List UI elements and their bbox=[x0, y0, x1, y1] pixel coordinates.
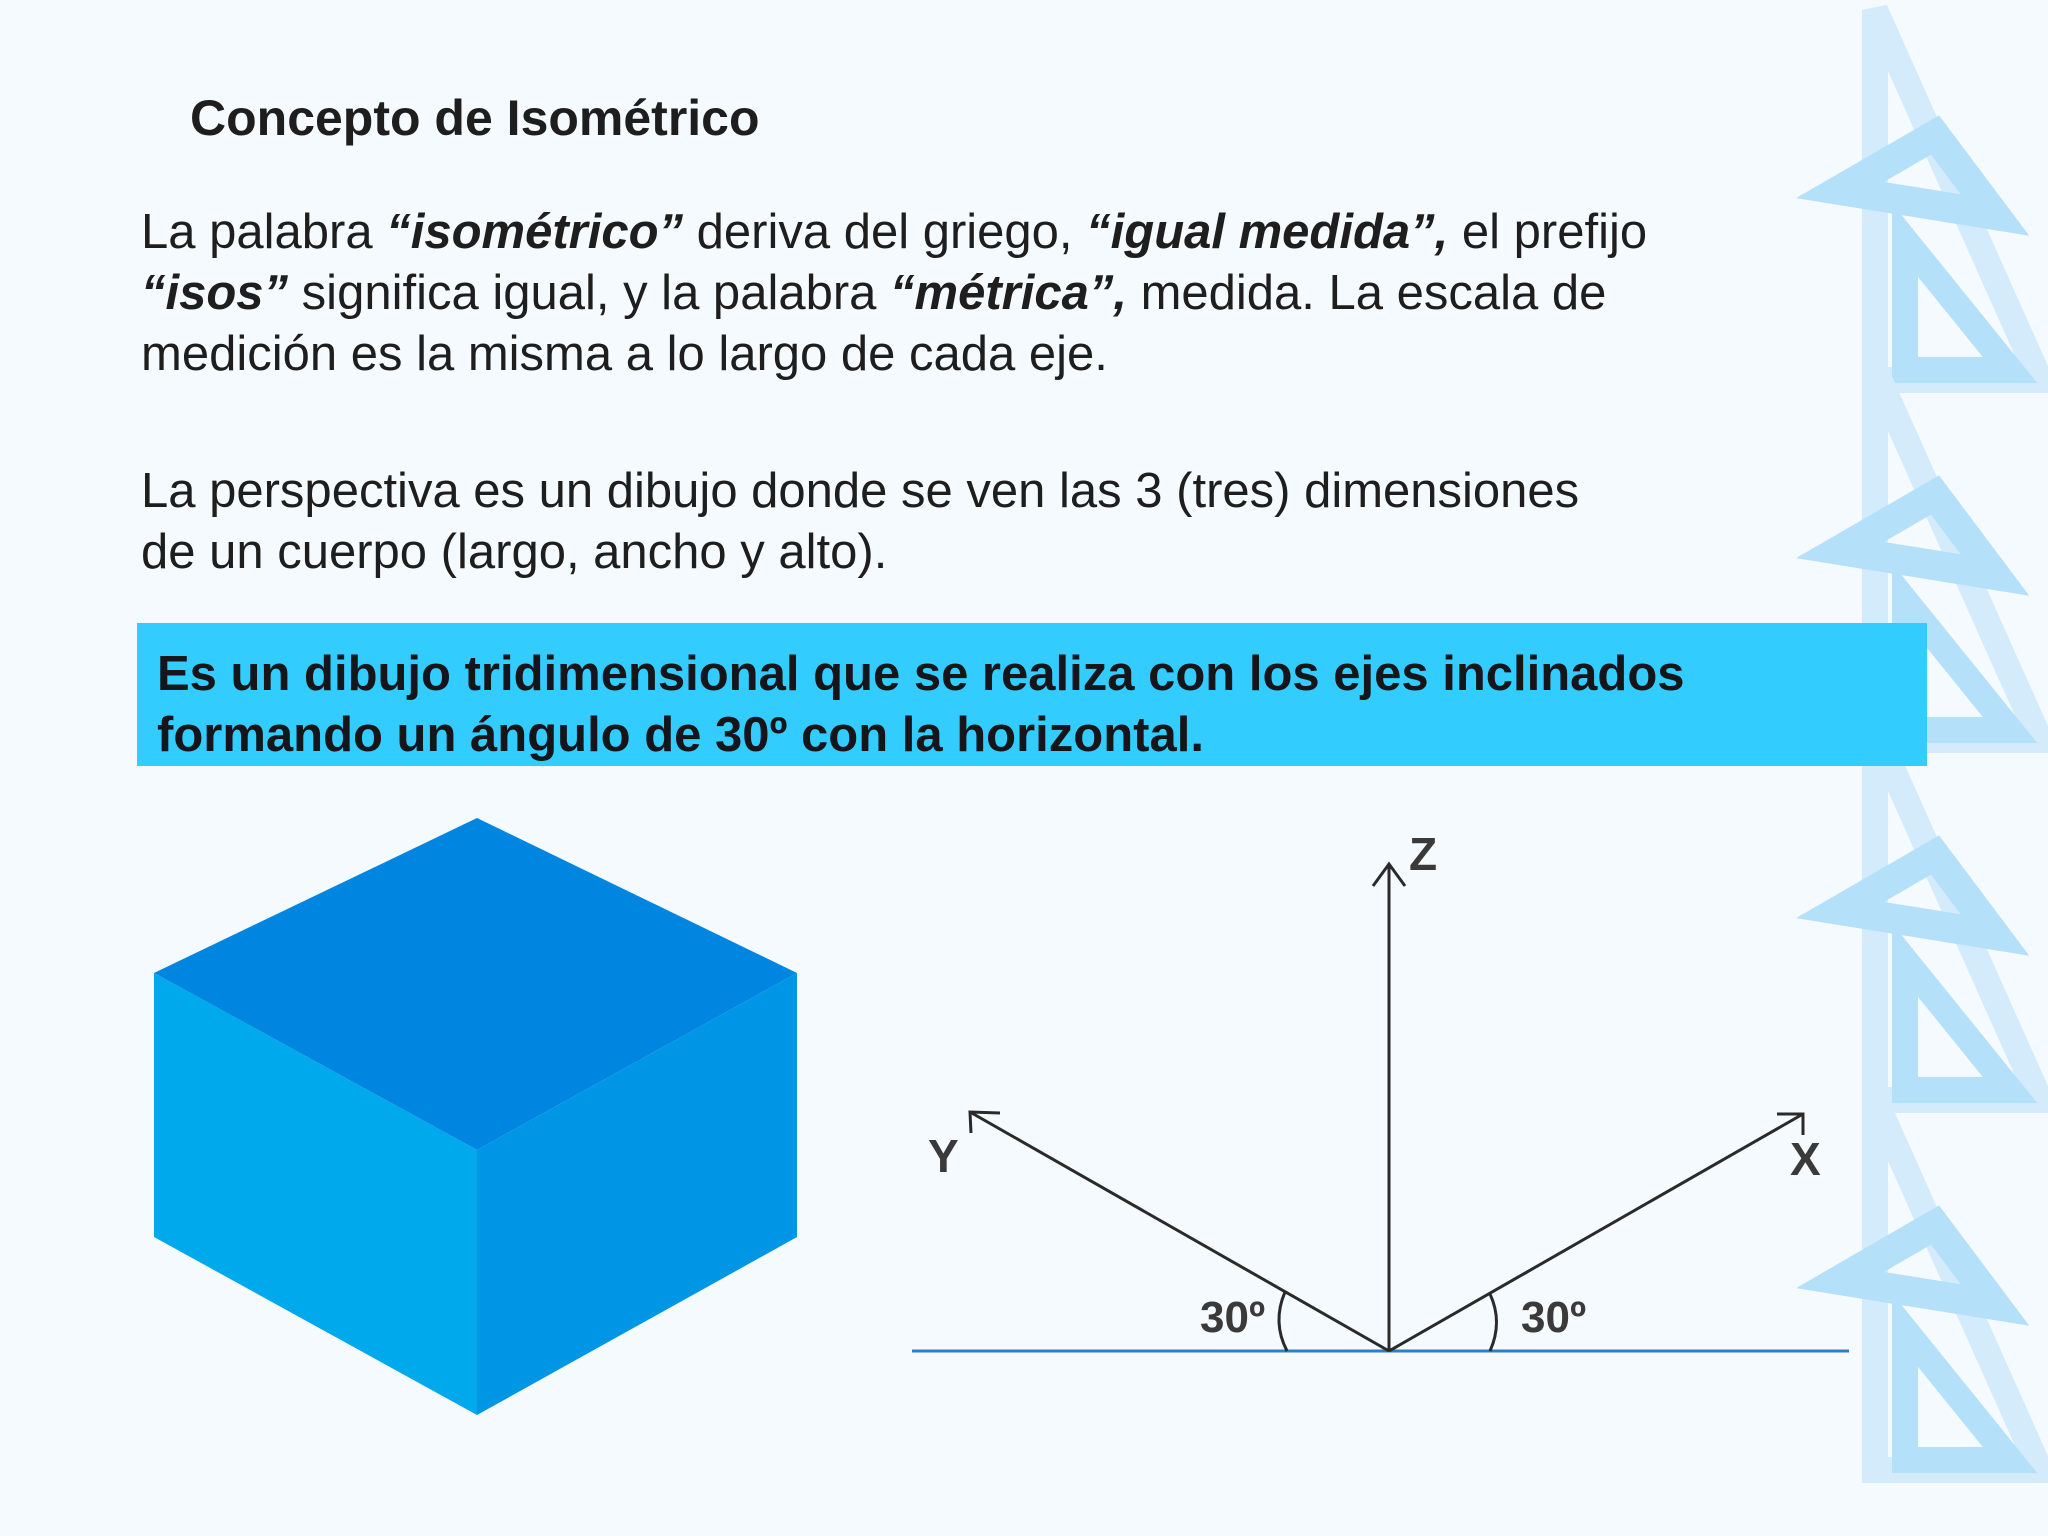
angle-label-right: 30º bbox=[1521, 1293, 1587, 1342]
z-axis-label: Z bbox=[1409, 828, 1438, 880]
text-run: medida. La escala de bbox=[1126, 266, 1607, 320]
y-axis bbox=[970, 1112, 1389, 1351]
text-run: deriva del griego, bbox=[683, 205, 1087, 259]
emphasized-term: “igual medida”, bbox=[1086, 205, 1449, 259]
highlight-line: Es un dibujo tridimensional que se realiza con los ejes inclinados bbox=[157, 647, 1685, 701]
paragraph-line: La perspectiva es un dibujo donde se ven las 3 (tres) dimensiones bbox=[141, 464, 1580, 518]
text-run: el prefijo bbox=[1448, 205, 1648, 259]
text-run: La palabra bbox=[141, 205, 387, 259]
x-axis bbox=[1389, 1114, 1803, 1351]
angle-arc-right bbox=[1490, 1294, 1497, 1351]
paragraph-line: de un cuerpo (largo, ancho y alto). bbox=[141, 525, 888, 579]
page-title: Concepto de Isométrico bbox=[190, 90, 760, 146]
x-axis-label: X bbox=[1790, 1133, 1821, 1185]
emphasized-term: “isométrico” bbox=[386, 205, 684, 259]
text-run: significa igual, y la palabra bbox=[288, 266, 891, 320]
angle-label-left: 30º bbox=[1200, 1293, 1266, 1342]
text-run: medición es la misma a lo largo de cada eje. bbox=[141, 327, 1108, 381]
y-axis-label: Y bbox=[928, 1130, 959, 1182]
angle-arc-left bbox=[1279, 1292, 1287, 1351]
highlight-line: formando un ángulo de 30º con la horizontal. bbox=[157, 708, 1204, 762]
emphasized-term: “isos” bbox=[141, 266, 289, 320]
emphasized-term: “métrica”, bbox=[890, 266, 1127, 320]
